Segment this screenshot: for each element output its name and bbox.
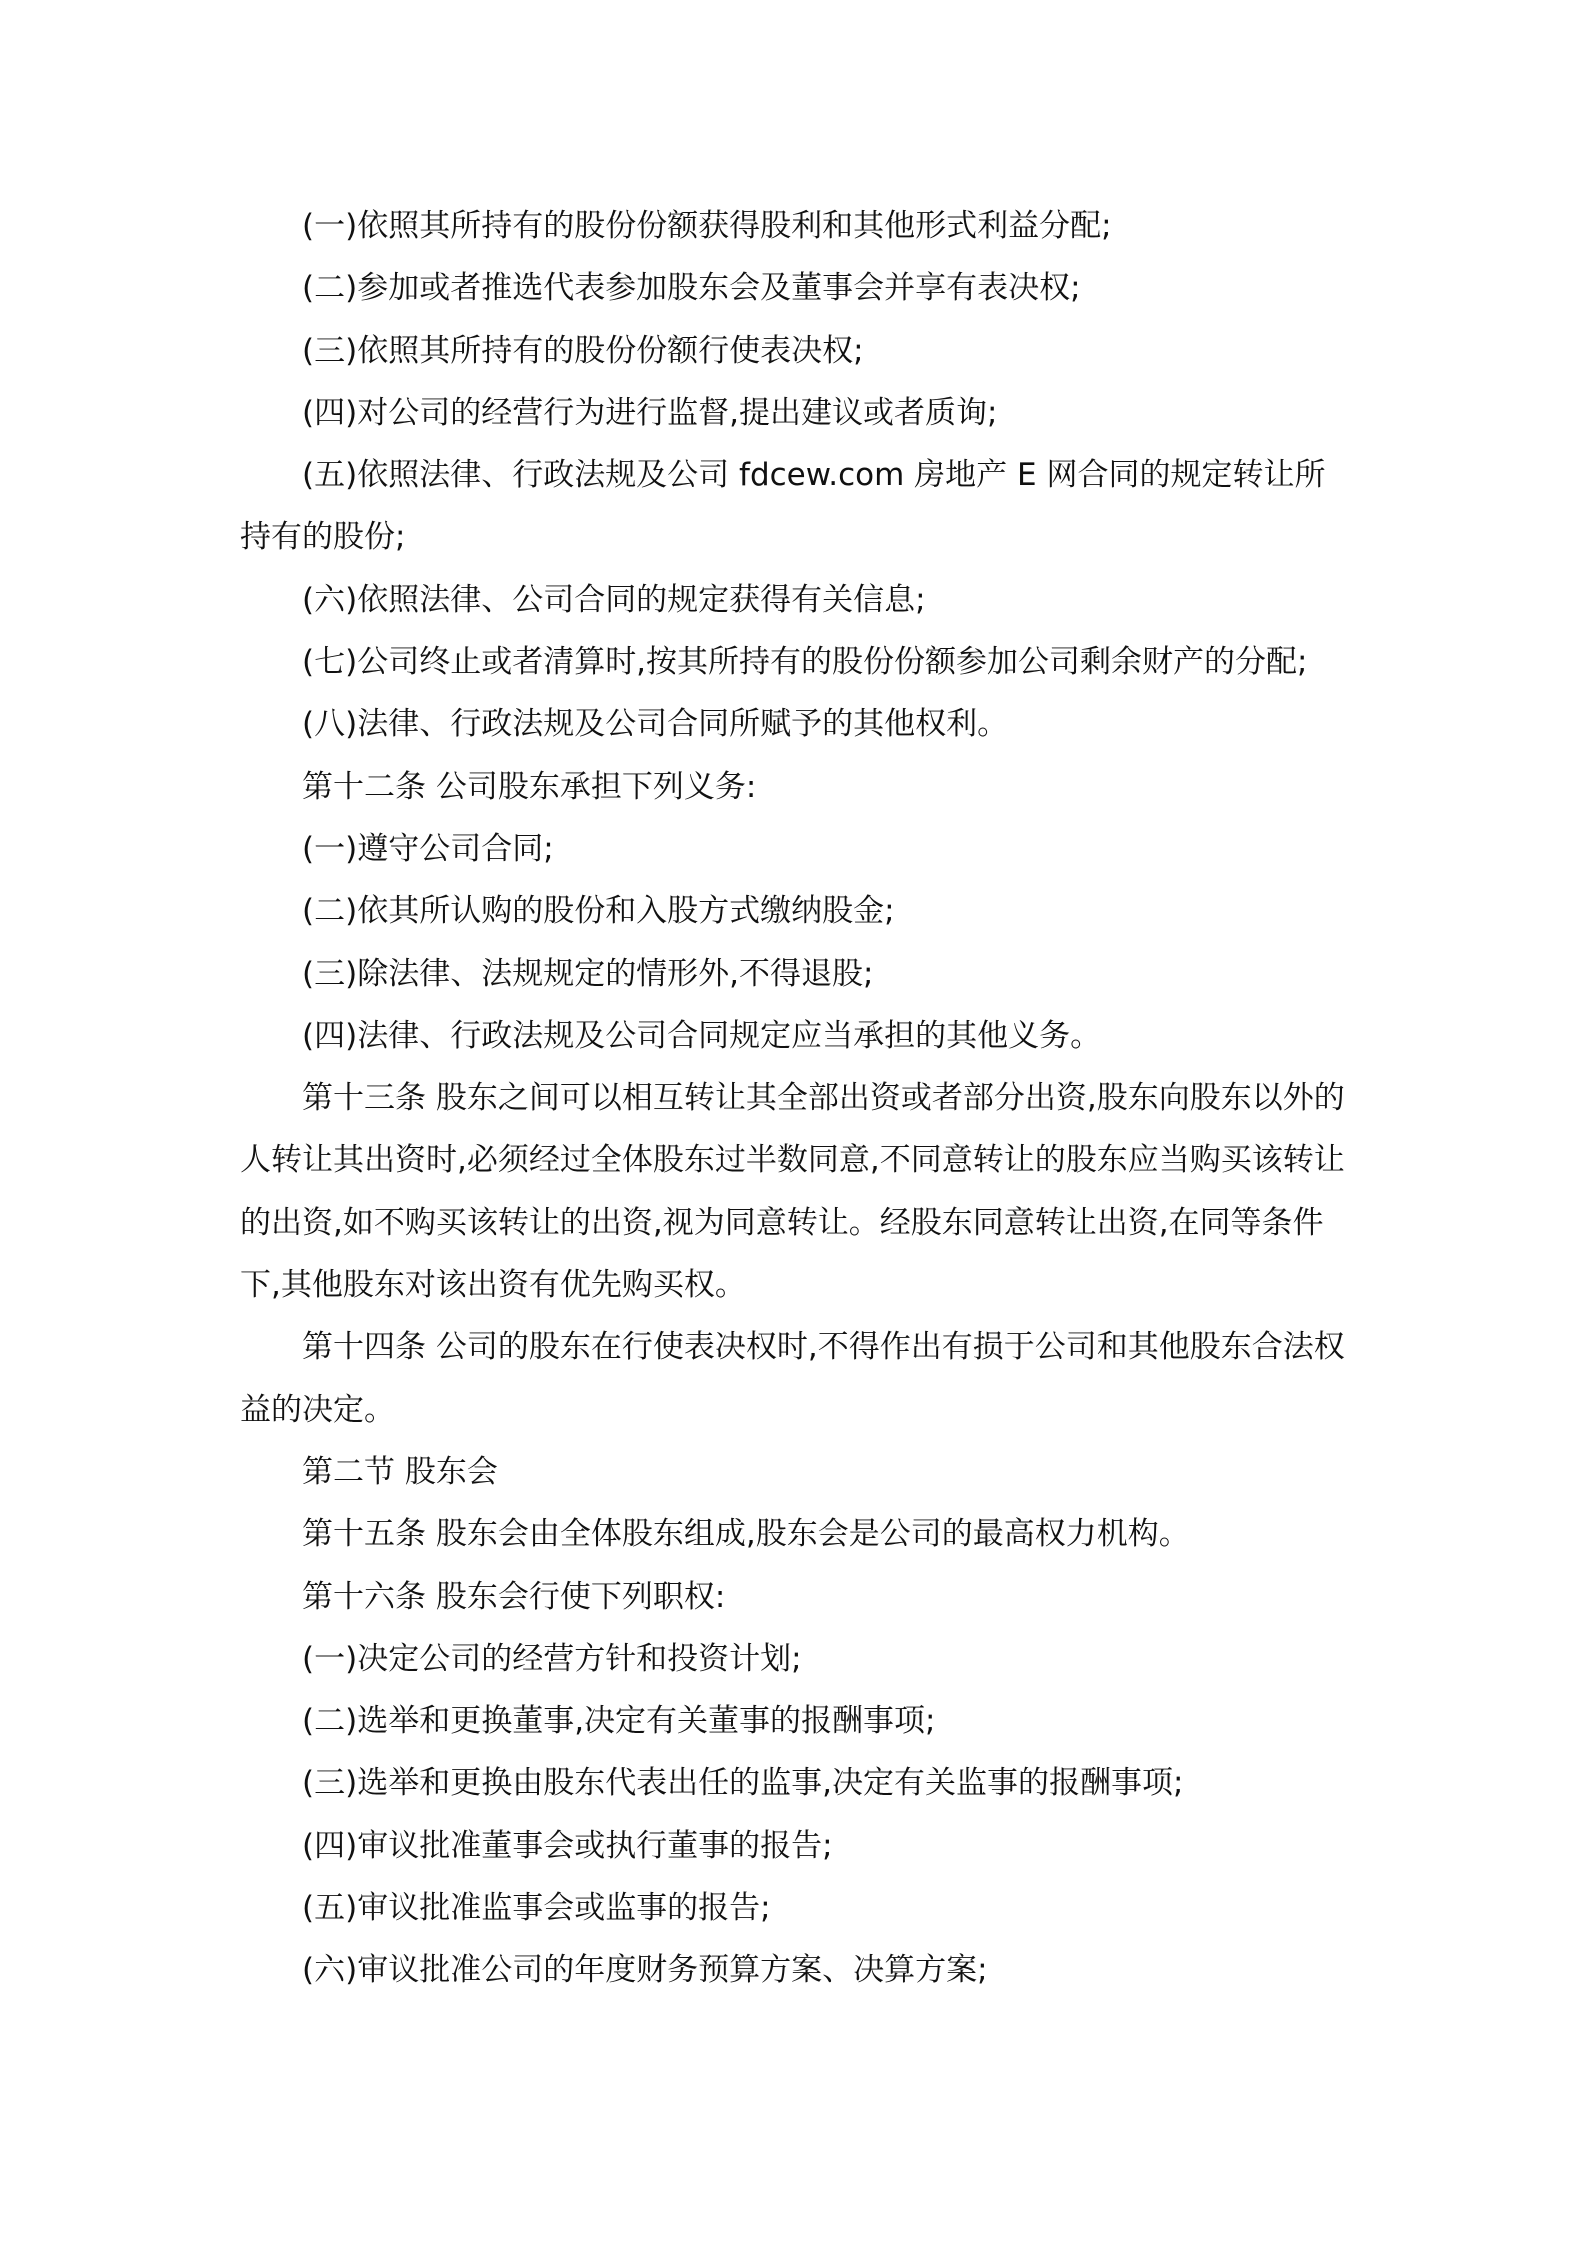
paragraph-power-2: (二)选举和更换董事,决定有关董事的报酬事项; [302,1703,936,1740]
paragraph-shareholder-right-1: (一)依照其所持有的股份份额获得股利和其他形式利益分配; [302,208,1112,244]
paragraph-power-3: (三)选举和更换由股东代表出任的监事,决定有关监事的报酬事项; [302,1765,1184,1802]
paragraph-obligation-3: (三)除法律、法规规定的情形外,不得退股; [302,955,874,992]
paragraph-shareholder-right-3: (三)依照其所持有的股份份额行使表决权; [302,332,864,369]
paragraph-obligation-2: (二)依其所认购的股份和入股方式缴纳股金; [302,893,895,930]
paragraph-shareholder-right-8: (八)法律、行政法规及公司合同所赋予的其他权利。 [302,706,1009,743]
paragraph-power-6: (六)审议批准公司的年度财务预算方案、决算方案; [302,1952,988,1989]
article-15: 第十五条 股东会由全体股东组成,股东会是公司的最高权力机构。 [302,1516,1190,1553]
paragraph-shareholder-right-5: (五)依照法律、行政法规及公司 fdcew.com 房地产 E 网合同的规定转让所持有的股份; [240,457,1326,556]
article-12-heading: 第十二条 公司股东承担下列义务: [302,768,757,805]
paragraph-obligation-1: (一)遵守公司合同; [302,830,554,867]
paragraph-shareholder-right-2: (二)参加或者推选代表参加股东会及董事会并享有表决权; [302,270,1081,307]
article-13: 第十三条 股东之间可以相互转让其全部出资或者部分出资,股东向股东以外的人转让其出资时,必须经过全体股东过半数同意,不同意转让的股东应当购买该转让的出资,如不购买该转让的出资,视为同意转让。经股东同意转让出资,在同等条件下,其他股东对该出资有优先购买权。 [240,1080,1345,1304]
paragraph-power-4: (四)审议批准董事会或执行董事的报告; [302,1827,833,1864]
paragraph-obligation-4: (四)法律、行政法规及公司合同规定应当承担的其他义务。 [302,1017,1102,1054]
document-body [240,195,1355,2002]
article-14: 第十四条 公司的股东在行使表决权时,不得作出有损于公司和其他股东合法权益的决定。 [240,1329,1345,1428]
paragraph-shareholder-right-6: (六)依照法律、公司合同的规定获得有关信息; [302,581,926,618]
paragraph-power-5: (五)审议批准监事会或监事的报告; [302,1890,771,1927]
paragraph-shareholder-right-7: (七)公司终止或者清算时,按其所持有的股份份额参加公司剩余财产的分配; [302,644,1308,681]
article-16-heading: 第十六条 股东会行使下列职权: [302,1578,726,1615]
section-2-heading: 第二节 股东会 [302,1453,498,1490]
paragraph-shareholder-right-4: (四)对公司的经营行为进行监督,提出建议或者质询; [302,394,998,431]
paragraph-power-1: (一)决定公司的经营方针和投资计划; [302,1640,802,1677]
